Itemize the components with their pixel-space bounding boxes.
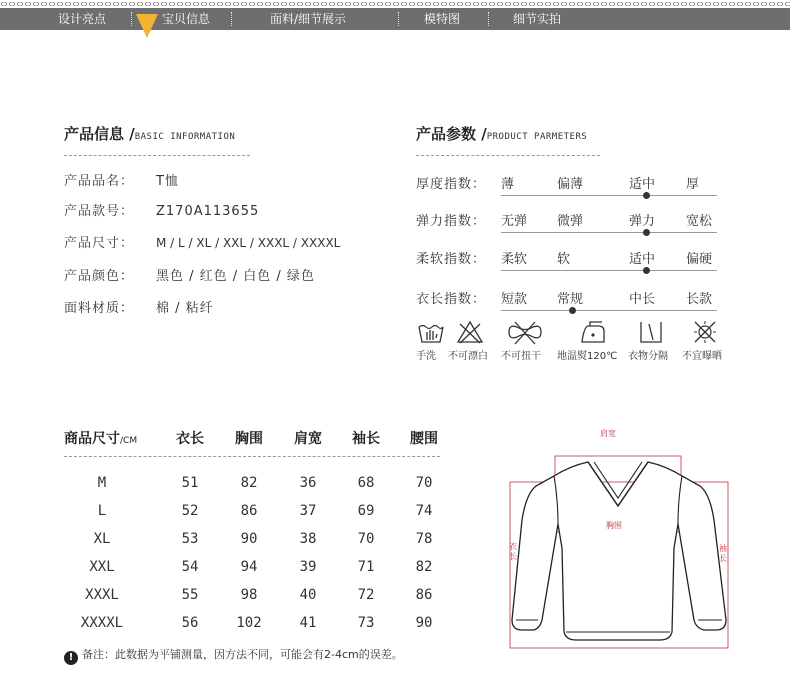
param-option: 短款	[501, 292, 528, 307]
info-value: Z170A113655	[156, 204, 260, 219]
product-info-title	[64, 123, 235, 144]
size-table-value-cell: 54	[181, 559, 199, 575]
no-wring-icon	[505, 318, 545, 346]
care-label-no-wring: 不可扭干	[501, 351, 541, 362]
size-table-value-cell: 36	[299, 475, 317, 491]
size-table-value-cell: 74	[415, 503, 433, 519]
diagram-label-sleeve: 袖长	[719, 544, 727, 563]
size-diagram	[500, 420, 740, 652]
divider	[416, 155, 600, 156]
info-label: 产品颜色：	[64, 269, 135, 284]
size-table-value-cell: 102	[236, 615, 262, 631]
size-table-value-cell: 52	[181, 503, 199, 519]
diagram-label-length: 衣长	[509, 542, 517, 561]
info-row-name	[64, 170, 179, 189]
product-info-title-zh: 产品信息 /	[64, 125, 135, 143]
param-label: 柔软指数：	[416, 252, 487, 267]
info-row-colors	[64, 265, 315, 284]
size-table-value-cell: 38	[299, 531, 317, 547]
param-selected-marker	[643, 229, 650, 236]
param-selected-marker	[643, 267, 650, 274]
size-table-value-cell: 69	[357, 503, 375, 519]
param-label: 弹力指数：	[416, 214, 487, 229]
size-table-value-cell: 41	[299, 615, 317, 631]
info-row-sizes	[64, 232, 340, 251]
param-option: 无弹	[501, 214, 528, 229]
size-table-size-cell: L	[97, 503, 107, 519]
size-table-value-cell: 78	[415, 531, 433, 547]
info-label: 面料材质：	[64, 301, 135, 316]
info-label: 产品尺寸：	[64, 236, 135, 251]
diagram-label-chest: 胸围	[606, 521, 622, 530]
nav-separator	[131, 12, 132, 26]
divider	[64, 456, 440, 457]
size-table-value-cell: 86	[240, 503, 258, 519]
nav-bar	[0, 8, 790, 30]
info-label: 产品款号：	[64, 204, 135, 219]
divider	[64, 155, 250, 156]
size-table-value-cell: 40	[299, 587, 317, 603]
info-value: T恤	[156, 174, 179, 189]
size-table-value-cell: 51	[181, 475, 199, 491]
size-table-unit: /CM	[120, 436, 138, 446]
care-label-low-iron: 地温熨120℃	[557, 351, 618, 362]
info-row-style-number	[64, 200, 259, 219]
care-label-hand-wash: 手洗	[416, 351, 436, 362]
size-table-column-header: 肩宽	[294, 431, 322, 447]
size-table-column-header: 胸围	[235, 431, 263, 447]
size-table-value-cell: 56	[181, 615, 199, 631]
hand-wash-icon	[416, 318, 446, 346]
param-label: 厚度指数：	[416, 177, 487, 192]
param-scale-line	[501, 195, 717, 196]
no-bleach-icon	[455, 318, 485, 346]
info-row-material	[64, 297, 214, 316]
no-sun-icon	[690, 318, 720, 346]
param-option: 微弹	[557, 214, 584, 229]
diagram-label-shoulder: 肩宽	[600, 429, 616, 438]
size-table-size-cell: XXXXL	[80, 615, 124, 631]
nav-item-model-photos[interactable]: 模特图	[424, 12, 461, 26]
param-option: 长款	[686, 292, 713, 307]
param-option: 厚	[686, 177, 700, 192]
care-label-wash-separately: 衣物分隔	[628, 351, 668, 362]
care-label-no-bleach: 不可漂白	[448, 351, 488, 362]
size-table-header-size	[64, 428, 137, 448]
size-table-value-cell: 82	[415, 559, 433, 575]
size-table-value-cell: 71	[357, 559, 375, 575]
param-scale-line	[501, 232, 717, 233]
param-option: 弹力	[629, 214, 656, 229]
param-scale-line	[501, 270, 717, 271]
wash-separately-icon	[636, 318, 666, 346]
measurement-note	[64, 646, 403, 665]
size-table-value-cell: 82	[240, 475, 258, 491]
param-option: 宽松	[686, 214, 713, 229]
info-value: 棉 / 粘纤	[156, 301, 214, 316]
nav-item-design-highlights[interactable]: 设计亮点	[58, 12, 107, 26]
size-table-size-cell: XL	[93, 531, 111, 547]
info-value: M / L / XL / XXL / XXXL / XXXXL	[156, 236, 341, 250]
param-option: 偏薄	[557, 177, 584, 192]
param-selected-marker	[643, 192, 650, 199]
size-table-value-cell: 98	[240, 587, 258, 603]
size-table-value-cell: 90	[240, 531, 258, 547]
note-text: 备注：此数据为平铺测量，因方法不同，可能会有2-4cm的误差。	[82, 648, 403, 661]
nav-item-detail-shots[interactable]: 细节实拍	[513, 12, 562, 26]
product-params-title-zh: 产品参数 /	[416, 125, 487, 143]
param-option: 适中	[629, 252, 656, 267]
size-table-value-cell: 55	[181, 587, 199, 603]
size-table-value-cell: 68	[357, 475, 375, 491]
product-info-title-en: BASIC INFORMATION	[134, 132, 236, 142]
param-option: 中长	[629, 292, 656, 307]
nav-separator	[488, 12, 489, 26]
nav-item-product-info[interactable]: 宝贝信息	[162, 12, 211, 26]
param-selected-marker	[569, 307, 576, 314]
size-table-column-header: 腰围	[410, 431, 438, 447]
size-table-value-cell: 73	[357, 615, 375, 631]
product-params-title	[416, 123, 587, 144]
param-option: 薄	[501, 177, 515, 192]
size-table-value-cell: 90	[415, 615, 433, 631]
param-option: 常规	[557, 292, 584, 307]
warning-icon: !	[64, 651, 78, 665]
size-table-header-label: 商品尺寸	[64, 431, 120, 447]
size-table-value-cell: 37	[299, 503, 317, 519]
param-option: 软	[557, 252, 571, 267]
product-params-title-en: PRODUCT PARMETERS	[486, 132, 588, 142]
size-table-column-header: 袖长	[352, 431, 380, 447]
nav-separator	[231, 12, 232, 26]
param-option: 偏硬	[686, 252, 713, 267]
param-option: 柔软	[501, 252, 528, 267]
nav-chain-border	[0, 0, 790, 8]
nav-active-indicator	[136, 14, 158, 38]
size-table-value-cell: 70	[357, 531, 375, 547]
size-table-size-cell: XXL	[89, 559, 115, 575]
size-table-size-cell: M	[97, 475, 107, 491]
size-table-value-cell: 70	[415, 475, 433, 491]
size-table-size-cell: XXXL	[85, 587, 119, 603]
top-navigation	[0, 0, 790, 40]
nav-separator	[398, 12, 399, 26]
sweater-outline-icon	[500, 420, 740, 652]
info-value: 黑色 / 红色 / 白色 / 绿色	[156, 269, 315, 284]
size-table-value-cell: 72	[357, 587, 375, 603]
param-option: 适中	[629, 177, 656, 192]
param-scale-line	[501, 310, 717, 311]
nav-item-fabric-details[interactable]: 面料/细节展示	[270, 12, 347, 26]
size-table-column-header: 衣长	[176, 431, 204, 447]
param-label: 衣长指数：	[416, 292, 487, 307]
info-label: 产品品名：	[64, 174, 135, 189]
low-iron-icon	[578, 318, 608, 346]
size-table-value-cell: 94	[240, 559, 258, 575]
care-label-no-sun: 不宜曝晒	[682, 351, 722, 362]
size-table-value-cell: 39	[299, 559, 317, 575]
size-table-value-cell: 53	[181, 531, 199, 547]
size-table-value-cell: 86	[415, 587, 433, 603]
